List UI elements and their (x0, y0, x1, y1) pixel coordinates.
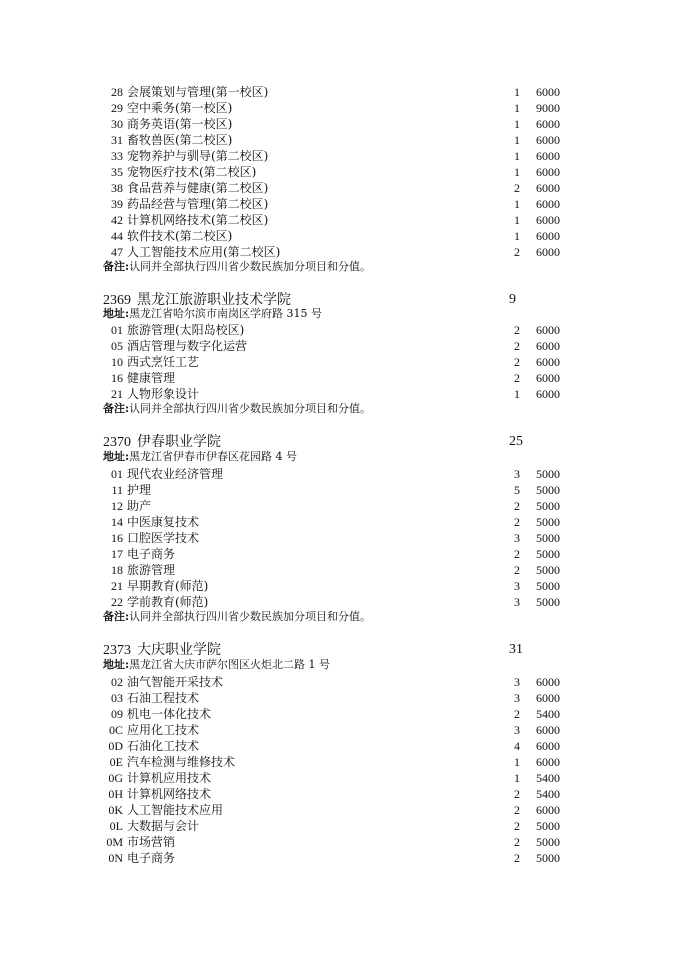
major-name: 药品经营与管理(第二校区) (127, 197, 269, 211)
enroll-count: 2 (514, 339, 520, 353)
enroll-count: 2 (514, 563, 520, 577)
tuition-fee: 6000 (536, 117, 560, 131)
major-name: 计算机网络技术 (127, 787, 212, 801)
major-name: 早期教育(师范) (127, 579, 209, 593)
major-code: 21 (111, 387, 123, 401)
enroll-count: 1 (514, 229, 520, 243)
tuition-fee: 6000 (536, 85, 560, 99)
enroll-count: 2 (514, 803, 520, 817)
major-code: 0H (108, 787, 123, 801)
major-code: 0G (108, 771, 123, 785)
enroll-count: 2 (514, 181, 520, 195)
major-name: 酒店管理与数字化运营 (127, 339, 248, 353)
major-code: 12 (111, 499, 123, 513)
enroll-count: 1 (514, 149, 520, 163)
major-code: 11 (111, 483, 123, 497)
major-code: 21 (111, 579, 123, 593)
enroll-count: 3 (514, 595, 520, 609)
major-name: 石油工程技术 (127, 691, 200, 705)
major-name: 空中乘务(第一校区) (127, 101, 233, 115)
tuition-fee: 6000 (536, 739, 560, 753)
enroll-count: 1 (514, 133, 520, 147)
remark (103, 401, 371, 417)
major-name: 计算机网络技术(第二校区) (127, 213, 269, 227)
enroll-count: 2 (514, 851, 520, 865)
tuition-fee: 5400 (536, 707, 560, 721)
enroll-count: 2 (514, 355, 520, 369)
remark-text: 认同并全部执行四川省少数民族加分项目和分值。 (129, 260, 372, 273)
major-code: 0D (108, 739, 123, 753)
enroll-count: 1 (514, 213, 520, 227)
tuition-fee: 5000 (536, 819, 560, 833)
tuition-fee: 6000 (536, 803, 560, 817)
tuition-fee: 5000 (536, 595, 560, 609)
tuition-fee: 5400 (536, 771, 560, 785)
enroll-count: 1 (514, 85, 520, 99)
major-code: 01 (111, 323, 123, 337)
major-name: 应用化工技术 (127, 723, 200, 737)
major-name: 商务英语(第一校区) (127, 117, 233, 131)
tuition-fee: 6000 (536, 691, 560, 705)
tuition-fee: 6000 (536, 675, 560, 689)
remark (103, 259, 371, 275)
major-code: 42 (111, 213, 123, 227)
major-name: 现代农业经济管理 (127, 467, 224, 481)
school-total: 31 (509, 642, 523, 657)
major-name: 畜牧兽医(第二校区) (127, 133, 233, 147)
remark-label: 备注: (103, 260, 130, 273)
enroll-count: 2 (514, 707, 520, 721)
major-name: 人物形象设计 (127, 387, 200, 401)
school-address (103, 657, 330, 673)
enroll-count: 2 (514, 515, 520, 529)
major-name: 宠物医疗技术(第二校区) (127, 165, 257, 179)
school-address (103, 449, 297, 465)
major-name: 电子商务 (127, 851, 176, 865)
major-name: 助产 (127, 499, 152, 513)
tuition-fee: 6000 (536, 387, 560, 401)
tuition-fee: 6000 (536, 339, 560, 353)
tuition-fee: 9000 (536, 101, 560, 115)
address-label: 地址: (103, 658, 130, 671)
major-name: 大数据与会计 (127, 819, 200, 833)
tuition-fee: 5000 (536, 467, 560, 481)
major-code: 47 (111, 245, 123, 259)
tuition-fee: 5000 (536, 531, 560, 545)
enroll-count: 1 (514, 117, 520, 131)
enroll-count: 1 (514, 771, 520, 785)
major-name: 市场营销 (127, 835, 176, 849)
enroll-count: 1 (514, 101, 520, 115)
major-name: 会展策划与管理(第一校区) (127, 85, 269, 99)
major-name: 人工智能技术应用 (127, 803, 224, 817)
enroll-count: 3 (514, 675, 520, 689)
enroll-count: 4 (514, 739, 520, 753)
major-code: 22 (111, 595, 123, 609)
major-code: 14 (111, 515, 123, 529)
major-code: 28 (111, 85, 123, 99)
tuition-fee: 5000 (536, 563, 560, 577)
remark-label: 备注: (103, 402, 130, 415)
enroll-count: 3 (514, 579, 520, 593)
tuition-fee: 6000 (536, 181, 560, 195)
tuition-fee: 6000 (536, 323, 560, 337)
school-name: 大庆职业学院 (137, 642, 221, 658)
tuition-fee: 5000 (536, 483, 560, 497)
tuition-fee: 6000 (536, 229, 560, 243)
major-name: 油气智能开采技术 (127, 675, 224, 689)
major-code: 0E (109, 755, 123, 769)
enroll-count: 2 (514, 547, 520, 561)
major-code: 03 (111, 691, 123, 705)
major-code: 29 (111, 101, 123, 115)
school-code: 2370 (103, 435, 131, 450)
tuition-fee: 6000 (536, 213, 560, 227)
major-code: 35 (111, 165, 123, 179)
major-code: 38 (111, 181, 123, 195)
major-code: 10 (111, 355, 123, 369)
major-code: 05 (111, 339, 123, 353)
major-code: 16 (111, 371, 123, 385)
major-code: 31 (111, 133, 123, 147)
school-name: 伊春职业学院 (137, 434, 221, 450)
enroll-count: 3 (514, 691, 520, 705)
school-name: 黑龙江旅游职业技术学院 (137, 292, 291, 308)
major-name: 计算机应用技术 (127, 771, 212, 785)
major-code: 18 (111, 563, 123, 577)
major-code: 02 (111, 675, 123, 689)
major-name: 电子商务 (127, 547, 176, 561)
enroll-count: 1 (514, 387, 520, 401)
enroll-count: 5 (514, 483, 520, 497)
major-name: 护理 (127, 483, 152, 497)
major-code: 33 (111, 149, 123, 163)
major-name: 学前教育(师范) (127, 595, 209, 609)
major-name: 软件技术(第二校区) (127, 229, 233, 243)
enroll-count: 3 (514, 723, 520, 737)
enroll-count: 3 (514, 467, 520, 481)
major-code: 16 (111, 531, 123, 545)
tuition-fee: 5400 (536, 787, 560, 801)
major-code: 0N (108, 851, 123, 865)
major-name: 口腔医学技术 (127, 531, 200, 545)
enroll-count: 1 (514, 755, 520, 769)
enroll-count: 2 (514, 371, 520, 385)
tuition-fee: 5000 (536, 579, 560, 593)
tuition-fee: 6000 (536, 149, 560, 163)
address-text: 黑龙江省大庆市萨尔图区火炬北二路 1 号 (129, 658, 331, 671)
major-name: 石油化工技术 (127, 739, 200, 753)
address-label: 地址: (103, 307, 130, 320)
major-name: 健康管理 (127, 371, 176, 385)
enroll-count: 3 (514, 531, 520, 545)
enroll-count: 2 (514, 323, 520, 337)
tuition-fee: 5000 (536, 851, 560, 865)
tuition-fee: 6000 (536, 355, 560, 369)
tuition-fee: 6000 (536, 165, 560, 179)
tuition-fee: 5000 (536, 499, 560, 513)
school-address (103, 306, 322, 322)
enroll-count: 1 (514, 197, 520, 211)
address-text: 黑龙江省伊春市伊春区花园路 4 号 (129, 450, 298, 463)
school-code: 2369 (103, 293, 131, 308)
major-code: 17 (111, 547, 123, 561)
tuition-fee: 6000 (536, 723, 560, 737)
remark (103, 609, 371, 625)
enroll-count: 2 (514, 245, 520, 259)
major-name: 西式烹饪工艺 (127, 355, 200, 369)
school-total: 25 (509, 434, 523, 449)
major-name: 宠物养护与驯导(第二校区) (127, 149, 269, 163)
enroll-count: 2 (514, 499, 520, 513)
enroll-count: 2 (514, 819, 520, 833)
major-name: 旅游管理(太阳岛校区) (127, 323, 245, 337)
major-code: 0C (108, 723, 123, 737)
major-name: 中医康复技术 (127, 515, 200, 529)
school-total: 9 (509, 292, 516, 307)
address-label: 地址: (103, 450, 130, 463)
major-name: 食品营养与健康(第二校区) (127, 181, 269, 195)
remark-text: 认同并全部执行四川省少数民族加分项目和分值。 (129, 402, 372, 415)
tuition-fee: 6000 (536, 197, 560, 211)
major-name: 机电一体化技术 (127, 707, 212, 721)
enroll-count: 2 (514, 835, 520, 849)
enroll-count: 2 (514, 787, 520, 801)
tuition-fee: 5000 (536, 547, 560, 561)
major-code: 44 (111, 229, 123, 243)
major-name: 旅游管理 (127, 563, 176, 577)
remark-label: 备注: (103, 610, 130, 623)
major-name: 人工智能技术应用(第二校区) (127, 245, 281, 259)
tuition-fee: 5000 (536, 835, 560, 849)
major-code: 0K (108, 803, 123, 817)
major-code: 30 (111, 117, 123, 131)
tuition-fee: 6000 (536, 371, 560, 385)
major-code: 0M (106, 835, 123, 849)
tuition-fee: 6000 (536, 133, 560, 147)
address-text: 黑龙江省哈尔滨市南岗区学府路 315 号 (129, 307, 323, 320)
tuition-fee: 6000 (536, 245, 560, 259)
school-code: 2373 (103, 643, 131, 658)
major-code: 01 (111, 467, 123, 481)
major-code: 39 (111, 197, 123, 211)
major-name: 汽车检测与维修技术 (127, 755, 236, 769)
major-code: 0L (109, 819, 123, 833)
enroll-count: 1 (514, 165, 520, 179)
tuition-fee: 5000 (536, 515, 560, 529)
tuition-fee: 6000 (536, 755, 560, 769)
major-code: 09 (111, 707, 123, 721)
remark-text: 认同并全部执行四川省少数民族加分项目和分值。 (129, 610, 372, 623)
